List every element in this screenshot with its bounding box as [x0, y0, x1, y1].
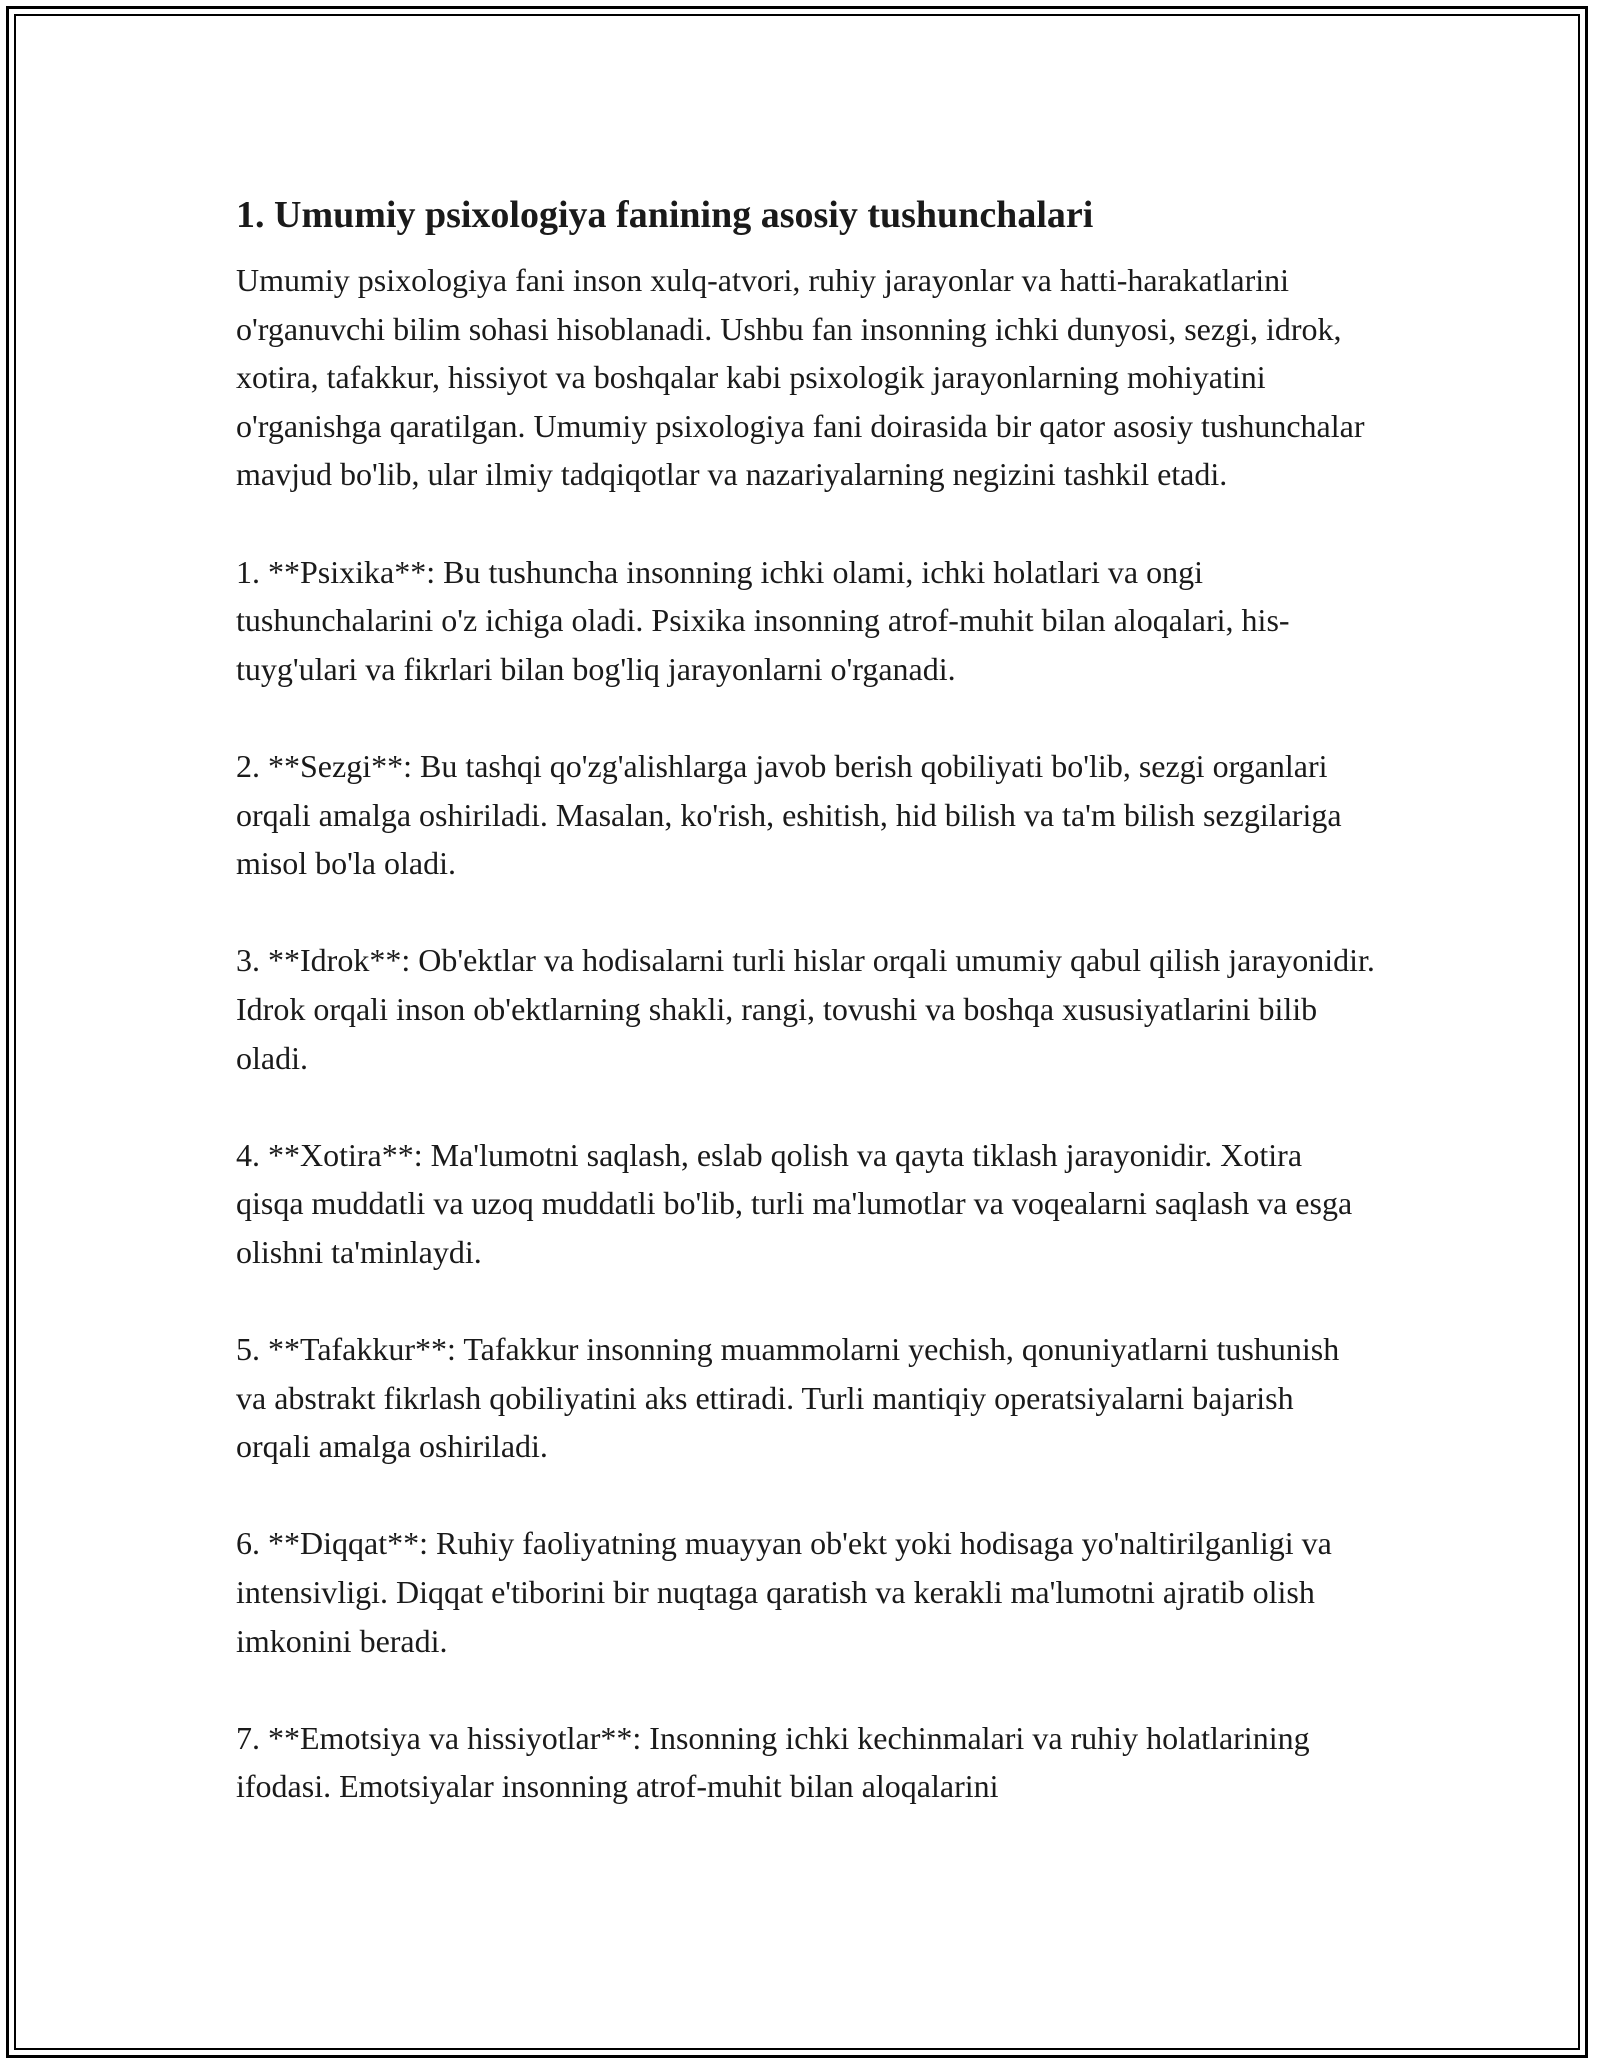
paragraph-idrok: 3. **Idrok**: Ob'ektlar va hodisalarni turli hislar orqali umumiy qabul qilish jarayonidir. Idrok orqali inson ob'ektlarning shakli, rangi, tovushi va boshqa xususiyatlarini bilib oladi. [236, 942, 1375, 1076]
paragraph-xotira: 4. **Xotira**: Ma'lumotni saqlash, eslab qolish va qayta tiklash jarayonidir. Xotira qisqa muddatli va uzoq muddatli bo'lib, turli ma'lumotlar va voqealarni saqlash va esga olishni ta'minlaydi. [236, 1136, 1353, 1270]
document-body [236, 186, 1376, 1860]
paragraph-diqqat: 6. **Diqqat**: Ruhiy faoliyatning muayyan ob'ekt yoki hodisaga yo'naltirilganligi va intensivligi. Diqqat e'tiborini bir nuqtaga qaratish va kerakli ma'lumotni ajratib olish imkonini beradi. [236, 1525, 1332, 1659]
document-title: 1. Umumiy psixologiya fanining asosiy tushunchalari [236, 194, 1094, 236]
paragraph-tafakkur: 5. **Tafakkur**: Tafakkur insonning muammolarni yechish, qonuniyatlarni tushunish va abstrakt fikrlash qobiliyatini aks ettiradi. Turli mantiqiy operatsiyalarni bajarish orqali amalga oshiriladi. [236, 1331, 1340, 1465]
intro-paragraph: Umumiy psixologiya fani inson xulq-atvori, ruhiy jarayonlar va hatti-harakatlarini o'rganuvchi bilim sohasi hisoblanadi. Ushbu fan insonning ichki dunyosi, sezgi, idrok, xotira, tafakkur, hissiyot va boshqalar kabi psixologik jarayonlarning mohiyatini o'rganishga qaratilgan. Umumiy psixologiya fani doirasida bir qator asosiy tushunchalar mavjud bo'lib, ular ilmiy tadqiqotlar va nazariyalarning negizini tashkil etadi. [236, 262, 1365, 493]
paragraph-psixika: 1. **Psixika**: Bu tushuncha insonning ichki olami, ichki holatlari va ongi tushunchalarini o'z ichiga oladi. Psixika insonning atrof-muhit bilan aloqalari, his-tuyg'ulari va fikrlari bilan bog'liq jarayonlarni o'rganadi. [236, 553, 1290, 687]
paragraph-sezgi: 2. **Sezgi**: Bu tashqi qo'zg'alishlarga javob berish qobiliyati bo'lib, sezgi organlari orqali amalga oshiriladi. Masalan, ko'rish, eshitish, hid bilish va ta'm bilish sezgilariga misol bo'la oladi. [236, 747, 1342, 882]
paragraph-emotsiya: 7. **Emotsiya va hissiyotlar**: Insonning ichki kechinmalari va ruhiy holatlarining ifodasi. Emotsiyalar insonning atrof-muhit bilan aloqalarini [236, 1719, 1310, 1805]
